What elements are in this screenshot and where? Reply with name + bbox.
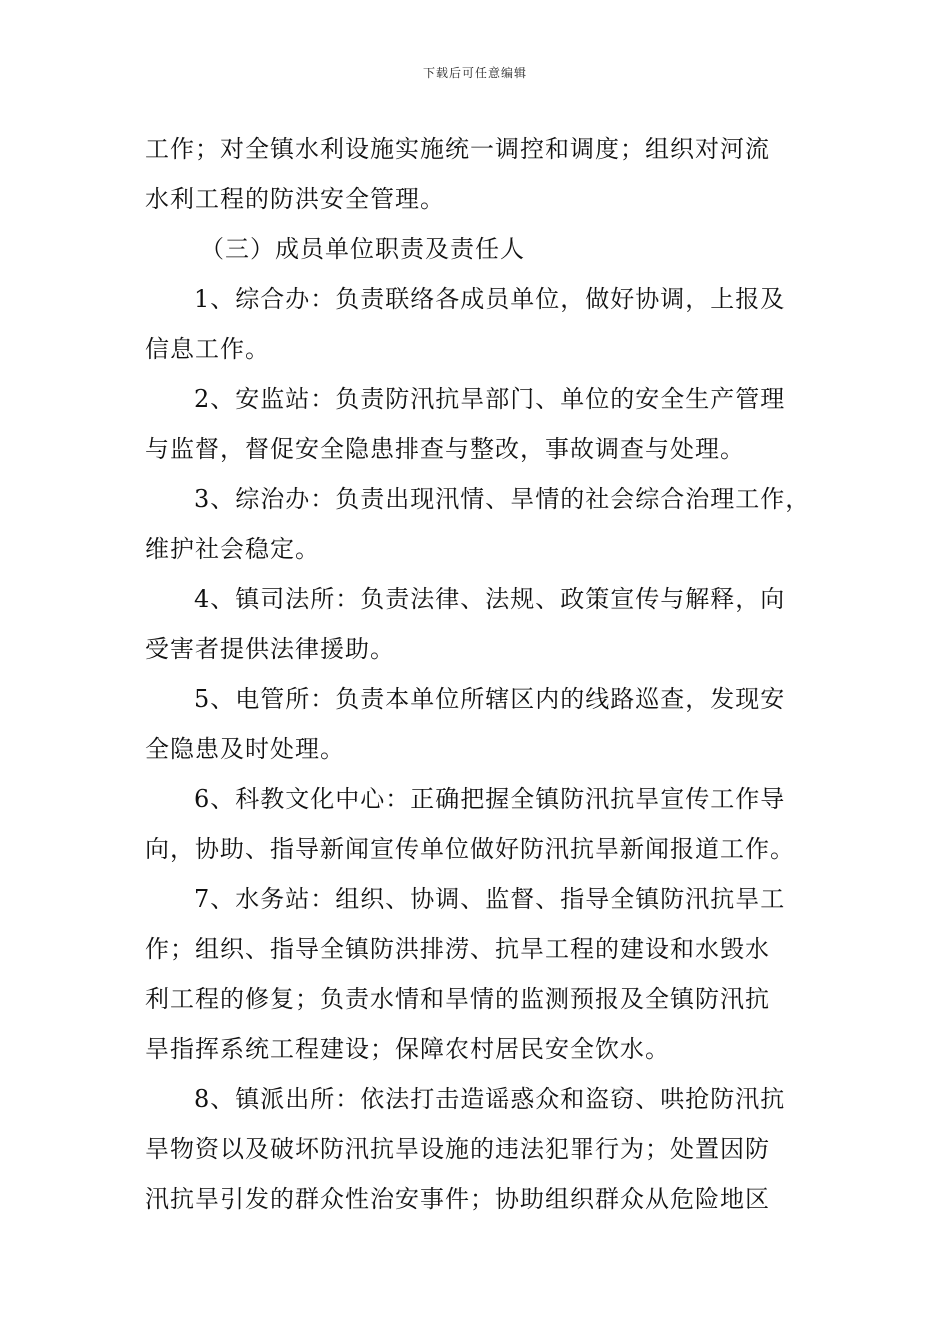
paragraph-line: 5、电管所：负责本单位所辖区内的线路巡查，发现安 — [194, 685, 786, 713]
paragraph-line: 水利工程的防洪安全管理。 — [145, 185, 445, 213]
paragraph-line: 7、水务站：组织、协调、监督、指导全镇防汛抗旱工 — [194, 885, 786, 913]
paragraph-line: 3、综治办：负责出现汛情、旱情的社会综合治理工作， — [194, 485, 811, 513]
paragraph-line: 6、科教文化中心：正确把握全镇防汛抗旱宣传工作导 — [194, 785, 786, 813]
paragraph-line: 2、安监站：负责防汛抗旱部门、单位的安全生产管理 — [194, 385, 786, 413]
paragraph-line: 汛抗旱引发的群众性治安事件；协助组织群众从危险地区 — [145, 1185, 770, 1213]
section-heading: （三）成员单位职责及责任人 — [200, 235, 525, 263]
paragraph-line: 受害者提供法律援助。 — [145, 635, 395, 663]
paragraph-line: 4、镇司法所：负责法律、法规、政策宣传与解释，向 — [194, 585, 786, 613]
paragraph-line: 旱指挥系统工程建设；保障农村居民安全饮水。 — [145, 1035, 670, 1063]
paragraph-line: 利工程的修复；负责水情和旱情的监测预报及全镇防汛抗 — [145, 985, 770, 1013]
paragraph-line: 工作；对全镇水利设施实施统一调控和调度；组织对河流 — [145, 135, 770, 163]
page-header-note: 下载后可任意编辑 — [422, 66, 527, 80]
paragraph-line: 维护社会稳定。 — [145, 535, 320, 563]
paragraph-line: 全隐患及时处理。 — [145, 735, 345, 763]
paragraph-line: 信息工作。 — [145, 335, 270, 363]
paragraph-line: 与监督，督促安全隐患排查与整改，事故调查与处理。 — [145, 435, 745, 463]
paragraph-line: 向，协助、指导新闻宣传单位做好防汛抗旱新闻报道工作。 — [145, 835, 795, 863]
document-body — [145, 124, 815, 1224]
paragraph-line: 作；组织、指导全镇防洪排涝、抗旱工程的建设和水毁水 — [145, 935, 770, 963]
paragraph-line: 1、综合办：负责联络各成员单位，做好协调，上报及 — [194, 285, 786, 313]
paragraph-line: 旱物资以及破坏防汛抗旱设施的违法犯罪行为；处置因防 — [145, 1135, 770, 1163]
paragraph-line: 8、镇派出所：依法打击造谣惑众和盗窃、哄抢防汛抗 — [194, 1085, 786, 1113]
